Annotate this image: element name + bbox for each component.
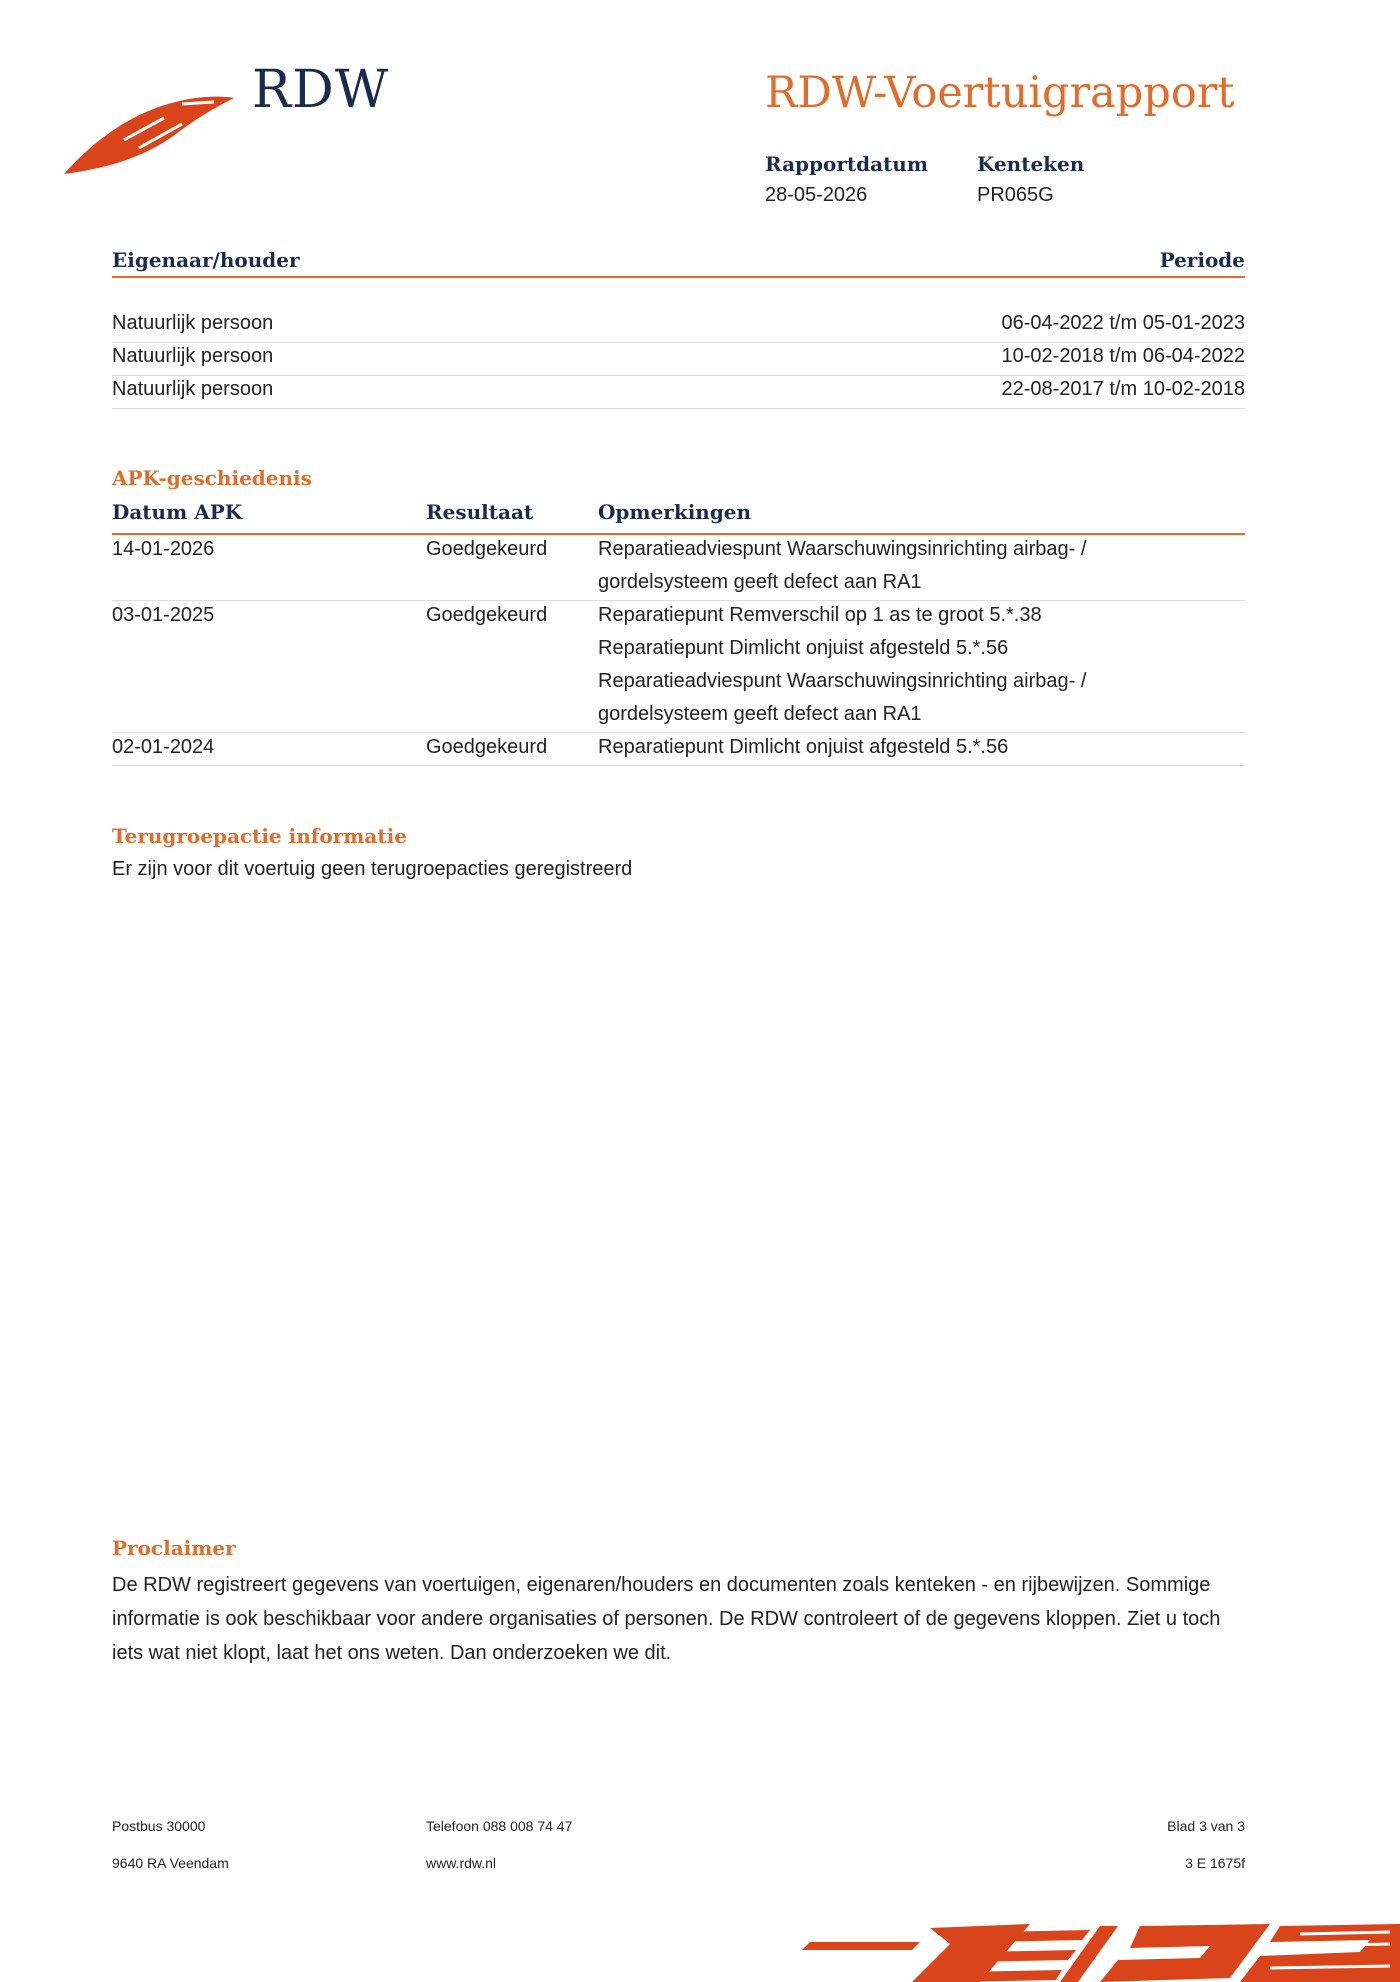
- row-divider: [112, 375, 1245, 376]
- apk-remark: gordelsysteem geeft defect aan RA1: [598, 703, 922, 725]
- report-date: 28-05-2026: [765, 184, 868, 206]
- owner-period: 06-04-2022 t/m 05-01-2023: [1001, 312, 1245, 334]
- footer-website[interactable]: www.rdw.nl: [426, 1855, 497, 1871]
- footer-address-line-2: 9640 RA Veendam: [112, 1855, 229, 1871]
- apk-result: Goedgekeurd: [426, 736, 548, 758]
- recall-text: Er zijn voor dit voertuig geen terugroepacties geregistreerd: [112, 858, 633, 880]
- apk-col-date: Datum APK: [112, 500, 243, 524]
- apk-date: 14-01-2026: [112, 538, 215, 560]
- owner-name: Natuurlijk persoon: [112, 312, 274, 334]
- owner-name: Natuurlijk persoon: [112, 345, 274, 367]
- plate-label: Kenteken: [977, 152, 1085, 176]
- footer-page-number: Blad 3 van 3: [1167, 1818, 1245, 1834]
- row-divider: [112, 342, 1245, 343]
- owner-name: Natuurlijk persoon: [112, 378, 274, 400]
- logo-text: RDW: [252, 60, 390, 120]
- owner-period: 22-08-2017 t/m 10-02-2018: [1001, 378, 1245, 400]
- disclaimer-title: Proclaimer: [112, 1536, 236, 1560]
- apk-remark: gordelsysteem geeft defect aan RA1: [598, 571, 922, 593]
- row-divider: [112, 408, 1245, 409]
- apk-result: Goedgekeurd: [426, 604, 548, 626]
- owners-col-owner: Eigenaar/houder: [112, 248, 300, 272]
- row-divider: [112, 732, 1245, 733]
- footer-document-code: 3 E 1675f: [1185, 1855, 1245, 1871]
- owners-header-rule: [112, 276, 1245, 278]
- footer-phone: Telefoon 088 008 74 47: [426, 1818, 573, 1834]
- owner-period: 10-02-2018 t/m 06-04-2022: [1001, 345, 1245, 367]
- rdw-wing-logo-icon: [64, 90, 234, 180]
- report-title: RDW-Voertuigrapport: [765, 68, 1235, 118]
- apk-date: 02-01-2024: [112, 736, 215, 758]
- apk-header-rule: [112, 533, 1245, 535]
- apk-date: 03-01-2025: [112, 604, 215, 626]
- apk-result: Goedgekeurd: [426, 538, 548, 560]
- owners-col-period: Periode: [1159, 248, 1245, 272]
- apk-remark: Reparatieadviespunt Waarschuwingsinrichting airbag- /: [598, 538, 1087, 560]
- disclaimer-text: De RDW registreert gegevens van voertuigen, eigenaren/houders en documenten zoals kenteken - en rijbewijzen. Sommige informatie is ook beschikbaar voor andere organisaties of personen. De RDW controleert of de gegevens kloppen. Ziet u toch iets wat niet klopt, laat het ons weten. Dan onderzoeken we dit.: [112, 1574, 1221, 1664]
- apk-col-remarks: Opmerkingen: [598, 500, 752, 524]
- footer-address-line-1: Postbus 30000: [112, 1818, 206, 1834]
- recall-section-title: Terugroepactie informatie: [112, 824, 407, 848]
- apk-remark: Reparatiepunt Dimlicht onjuist afgesteld 5.*.56: [598, 637, 1009, 659]
- apk-col-result: Resultaat: [426, 500, 534, 524]
- plate-number: PR065G: [977, 184, 1054, 206]
- apk-remark: Reparatiepunt Dimlicht onjuist afgesteld 5.*.56: [598, 736, 1009, 758]
- row-divider: [112, 600, 1245, 601]
- report-date-label: Rapportdatum: [765, 152, 929, 176]
- apk-remark: Reparatieadviespunt Waarschuwingsinrichting airbag- /: [598, 670, 1087, 692]
- apk-section-title: APK-geschiedenis: [112, 466, 312, 490]
- rdw-stripes-decoration-icon: [800, 1920, 1400, 1982]
- row-divider: [112, 765, 1245, 766]
- apk-remark: Reparatiepunt Remverschil op 1 as te groot 5.*.38: [598, 604, 1042, 626]
